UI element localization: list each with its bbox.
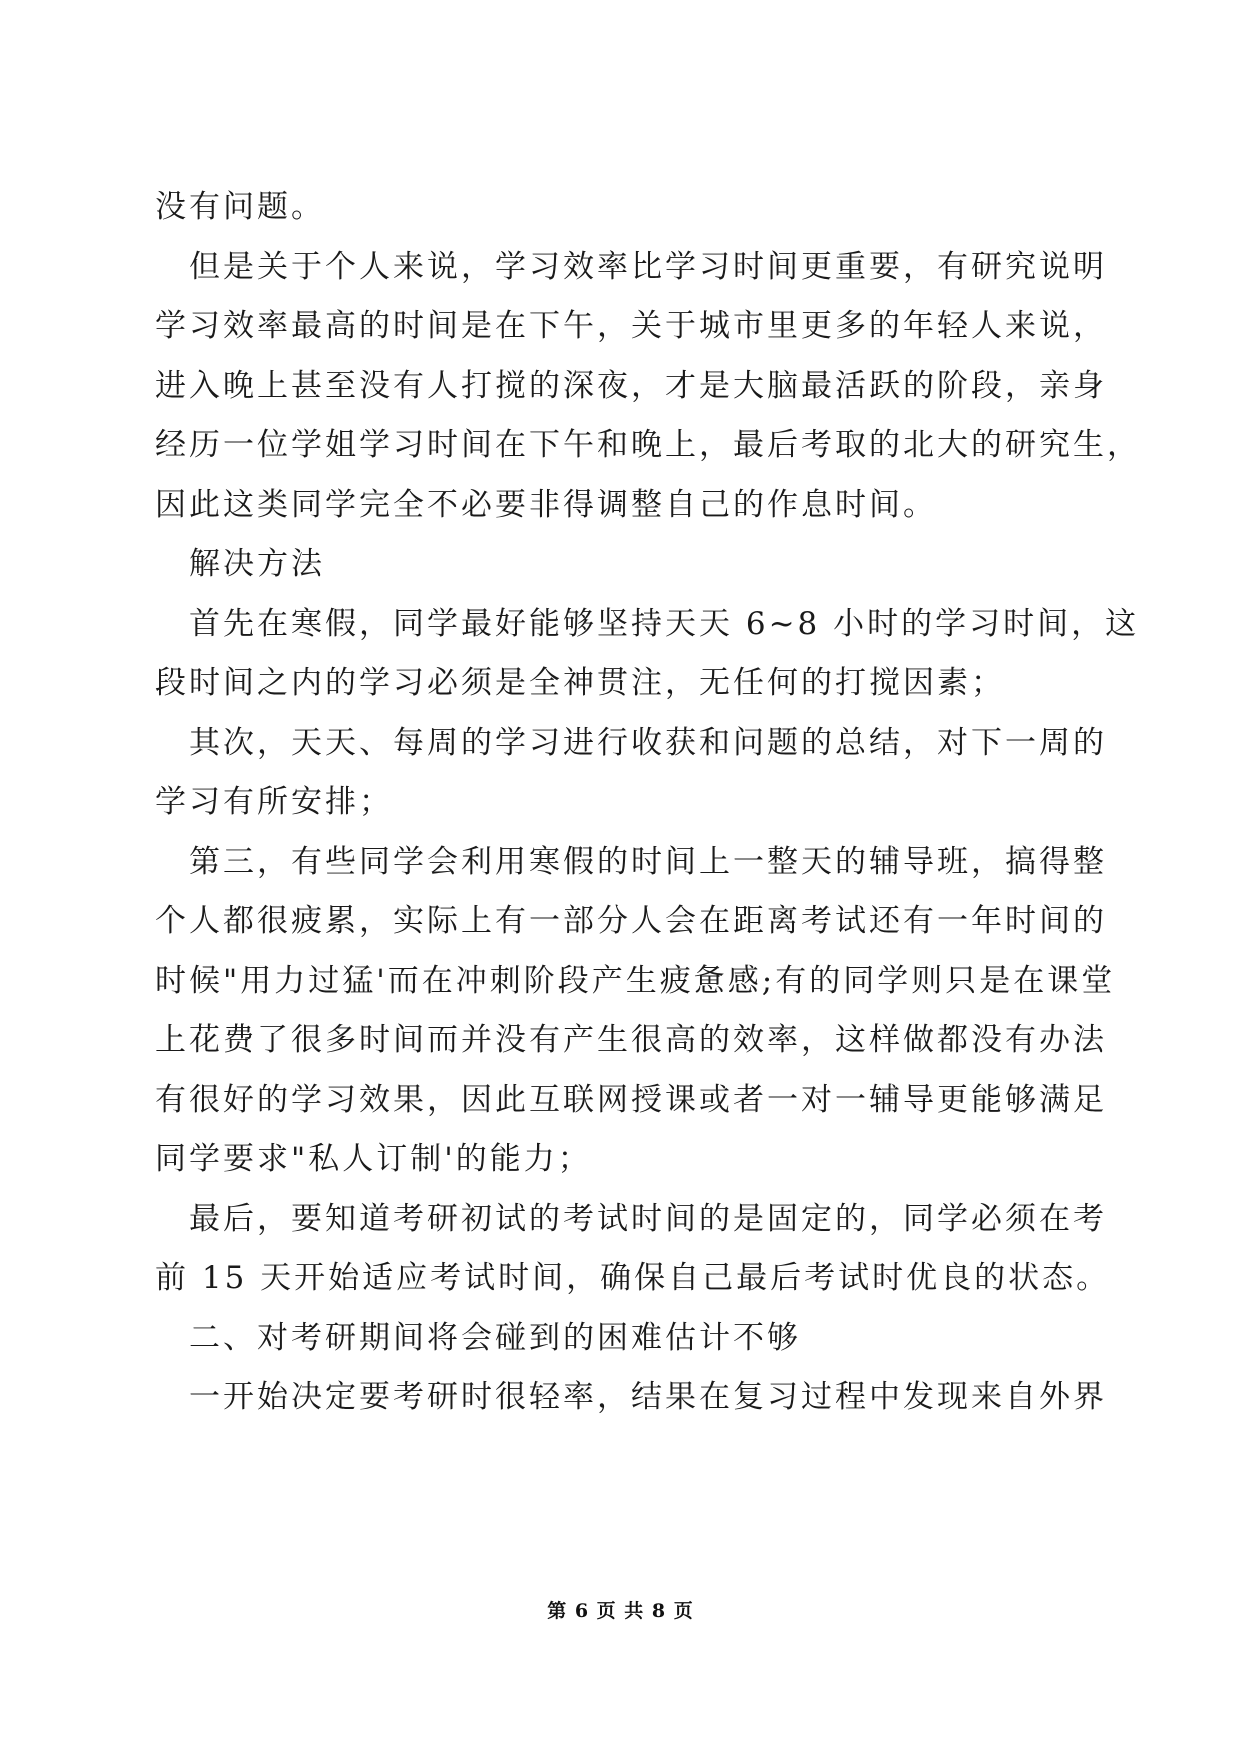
text-line: 第三，有些同学会利用寒假的时间上一整天的辅导班，搞得整 xyxy=(189,843,1107,880)
text-line: 经历一位学姐学习时间在下午和晚上，最后考取的北大的研究生， xyxy=(155,427,1141,463)
text-line: 个人都很疲累，实际上有一部分人会在距离考试还有一年时间的 xyxy=(155,903,1107,939)
text-line: 一开始决定要考研时很轻率，结果在复习过程中发现来自外界 xyxy=(189,1379,1107,1415)
text-line: 最后，要知道考研初试的考试时间的是固定的，同学必须在考 xyxy=(189,1200,1107,1237)
section-heading: 二、对考研期间将会碰到的困难估计不够 xyxy=(189,1319,801,1356)
page-number-footer: 第 6 页 共 8 页 xyxy=(547,1600,694,1622)
text-line: 没有问题。 xyxy=(155,189,325,225)
text-line: 首先在寒假，同学最好能够坚持天天 6~8 小时的学习时间，这 xyxy=(189,605,1140,642)
text-line: 段时间之内的学习必须是全神贯注，无任何的打搅因素； xyxy=(155,665,1005,701)
text-line: 上花费了很多时间而并没有产生很高的效率，这样做都没有办法 xyxy=(155,1022,1107,1058)
text-line: 有很好的学习效果，因此互联网授课或者一对一辅导更能够满足 xyxy=(155,1081,1107,1118)
text-line: 学习有所安排； xyxy=(155,784,393,820)
text-line: 其次，天天、每周的学习进行收获和问题的总结，对下一周的 xyxy=(189,724,1107,761)
text-line: 因此这类同学完全不必要非得调整自己的作息时间。 xyxy=(155,486,937,523)
text-line: 前 15 天开始适应考试时间，确保自己最后考试时优良的状态。 xyxy=(155,1260,1111,1296)
section-heading: 解决方法 xyxy=(189,546,325,582)
text-line: 时候"用力过猛'而在冲刺阶段产生疲惫感;有的同学则只是在课堂 xyxy=(155,962,1116,999)
text-line: 但是关于个人来说，学习效率比学习时间更重要，有研究说明 xyxy=(189,248,1107,285)
text-line: 学习效率最高的时间是在下午，关于城市里更多的年轻人来说， xyxy=(155,308,1107,344)
text-line: 进入晚上甚至没有人打搅的深夜，才是大脑最活跃的阶段，亲身 xyxy=(155,367,1107,404)
text-line: 同学要求"私人订制'的能力； xyxy=(155,1141,592,1177)
document-body xyxy=(155,178,1141,1428)
